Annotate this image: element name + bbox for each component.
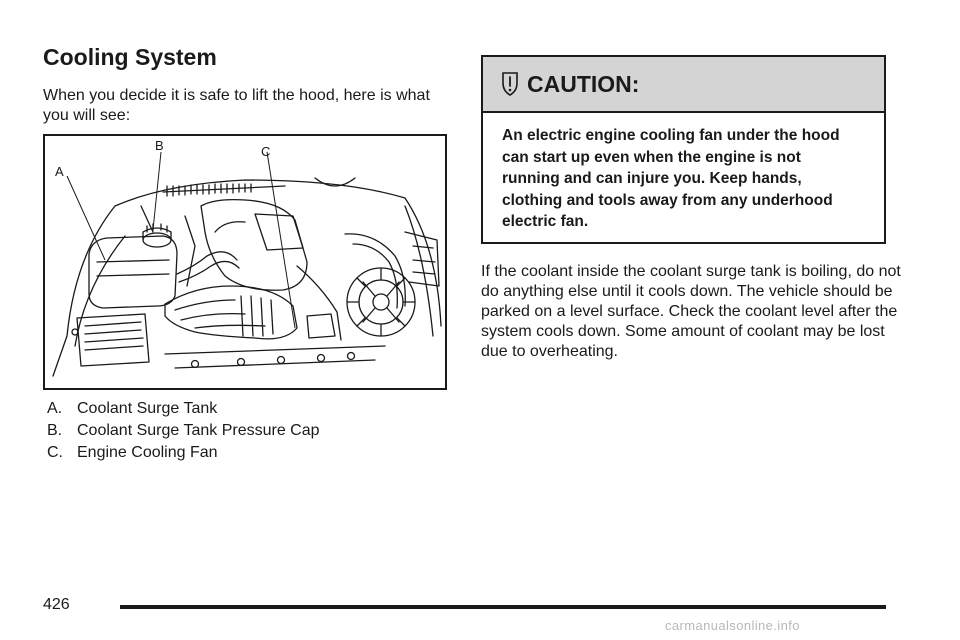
- legend-text: Coolant Surge Tank Pressure Cap: [77, 422, 320, 439]
- page-number: 426: [43, 596, 70, 613]
- legend-text: Engine Cooling Fan: [77, 444, 218, 461]
- callout-a-label: A: [55, 164, 64, 179]
- footer-rule: [120, 605, 886, 609]
- caution-header: [483, 57, 884, 113]
- figure-legend: [47, 398, 320, 464]
- intro-text: When you decide it is safe to lift the hood, here is what you will see:: [43, 87, 430, 124]
- caution-box: [481, 55, 886, 244]
- legend-item: [47, 398, 320, 420]
- callout-b-label: B: [155, 138, 164, 153]
- section-title: Cooling System: [43, 44, 217, 70]
- watermark: carmanualsonline.info: [665, 618, 800, 633]
- legend-letter: A.: [47, 400, 63, 417]
- engine-illustration: [43, 134, 447, 390]
- legend-letter: B.: [47, 422, 63, 439]
- legend-item: [47, 420, 320, 442]
- caution-text: An electric engine cooling fan under the hood can start up even when the engine is not running and can injure you. Keep hands, clothing and tools away from any underhood electric fan.: [502, 127, 840, 230]
- legend-letter: C.: [47, 444, 63, 461]
- legend-text: Coolant Surge Tank: [77, 400, 218, 417]
- body-paragraph: If the coolant inside the coolant surge tank is boiling, do not do anything else until it cools down. The vehicle should be parked on a level surface. Check the coolant level after the system cools down. Some amount of coolant may be lost due to overheating.: [481, 263, 901, 360]
- callout-c-label: C: [261, 144, 271, 159]
- caution-bracket-icon: [499, 71, 521, 97]
- caution-title: CAUTION:: [527, 70, 640, 97]
- engine-drawing: [45, 136, 445, 388]
- legend-item: [47, 442, 320, 464]
- callout-a-leader: [67, 176, 105, 260]
